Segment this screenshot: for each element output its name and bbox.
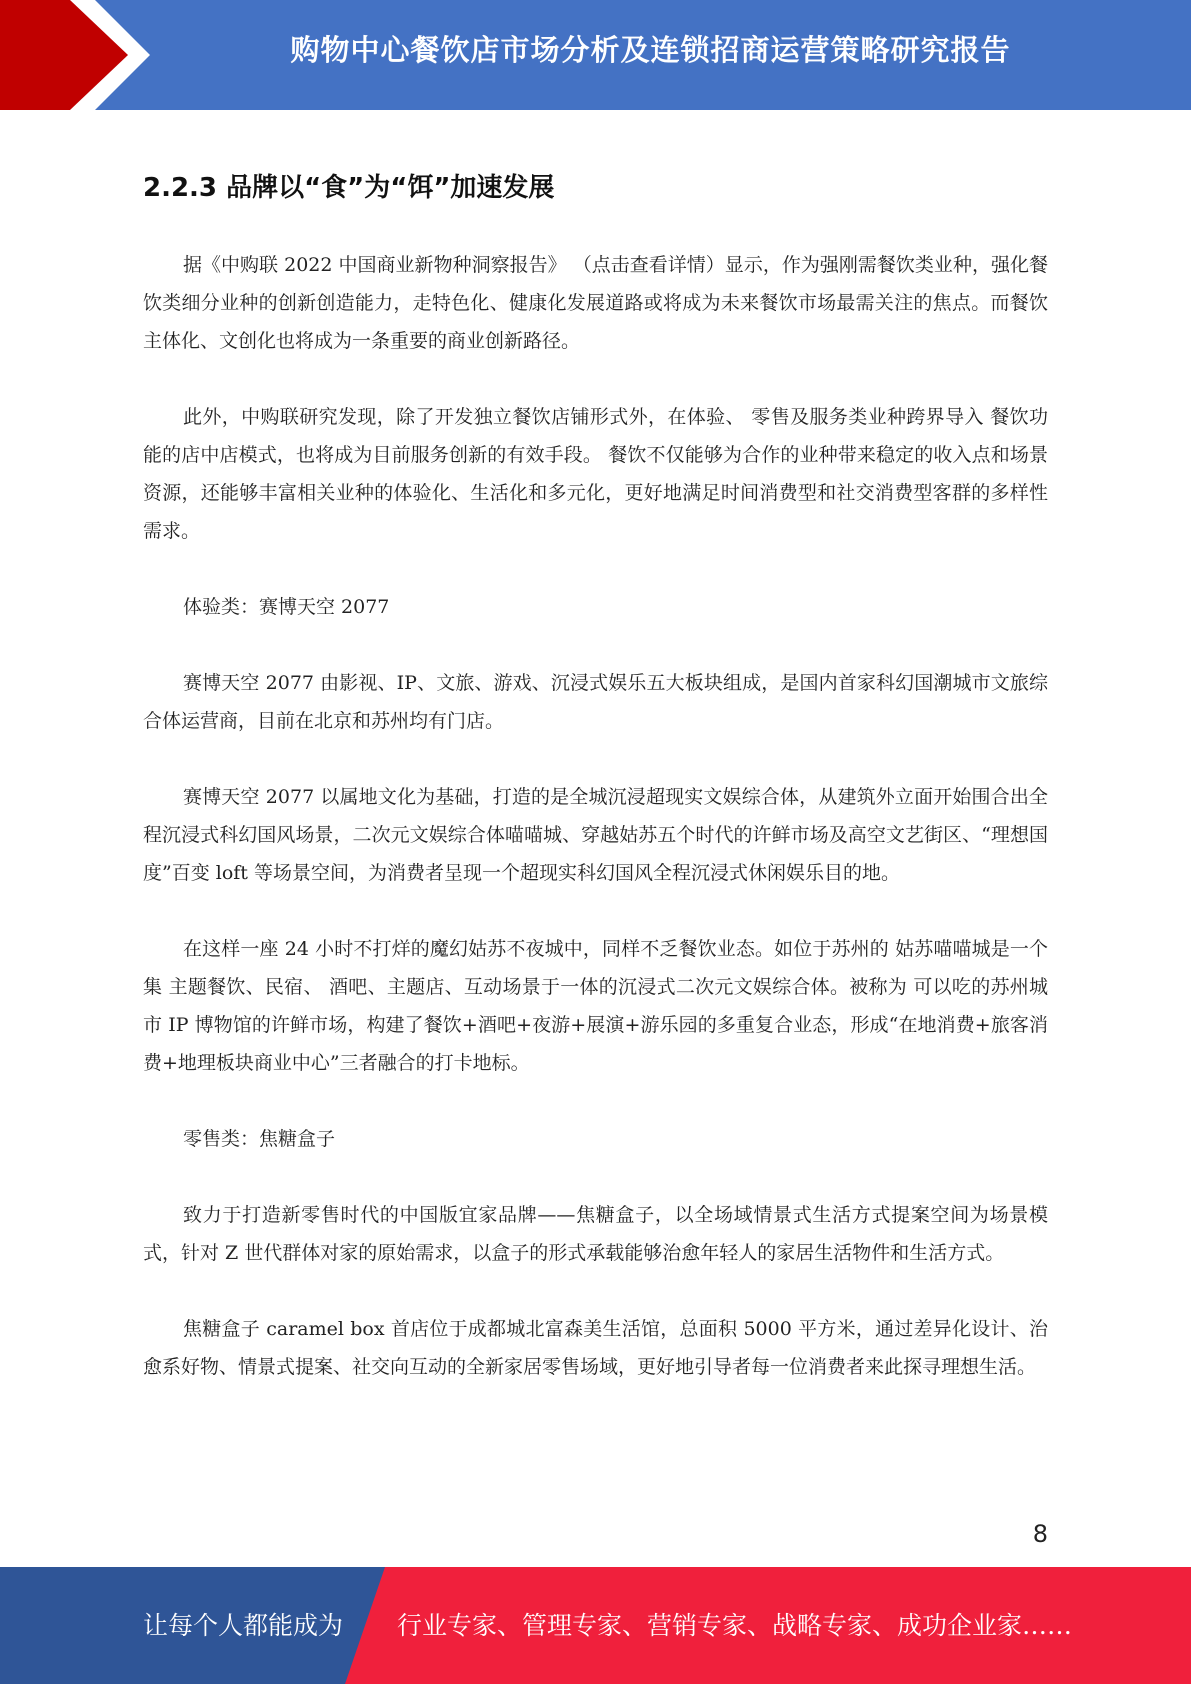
section-heading: 2.2.3 品牌以“食”为“饵”加速发展 bbox=[143, 173, 555, 203]
footer-slogan-right: 行业专家、管理专家、营销专家、战略专家、成功企业家…… bbox=[397, 1611, 1073, 1640]
header-arrow-decoration bbox=[0, 0, 160, 110]
paragraph-cyber-sky-intro: 赛博天空 2077 由影视、IP、文旅、游戏、沉浸式娱乐五大板块组成，是国内首家科幻国潮城市文旅综合体运营商，目前在北京和苏州均有门店。 bbox=[143, 672, 1048, 732]
report-title: 购物中心餐饮店市场分析及连锁招商运营策略研究报告 bbox=[290, 33, 1011, 67]
page-footer bbox=[0, 1567, 1191, 1684]
paragraph-cyber-sky-detail: 赛博天空 2077 以属地文化为基础，打造的是全城沉浸超现实文娱综合体，从建筑外立面开始围合出全程沉浸式科幻国风场景，二次元文娱综合体喵喵城、穿越姑苏五个时代的许鲜市场及高空文艺街区、“理想国度”百变 loft 等场景空间，为消费者呈现一个超现实科幻国风全程沉浸式休闲娱乐目的地。 bbox=[143, 786, 1048, 884]
paragraph-caramel-box-intro: 致力于打造新零售时代的中国版宜家品牌——焦糖盒子，以全场域情景式生活方式提案空间为场景模式，针对 Z 世代群体对家的原始需求，以盒子的形式承载能够治愈年轻人的家居生活物件和生活方式。 bbox=[143, 1204, 1048, 1264]
paragraph-retail-category: 零售类：焦糖盒子 bbox=[183, 1128, 336, 1150]
paragraph-caramel-box-store: 焦糖盒子 caramel box 首店位于成都城北富森美生活馆，总面积 5000 平方米，通过差异化设计、治愈系好物、情景式提案、社交向互动的全新家居零售场域，更好地引导者每一位消费者来此探寻理想生活。 bbox=[143, 1318, 1048, 1378]
paragraph-intro: 据《中购联 2022 中国商业新物种洞察报告》 （点击查看详情）显示，作为强刚需餐饮类业种，强化餐饮类细分业种的创新创造能力，走特色化、健康化发展道路或将成为未来餐饮市场最需关注的焦点。而餐饮主体化、文创化也将成为一条重要的商业创新路径。 bbox=[143, 254, 1048, 352]
page-header bbox=[0, 0, 1191, 110]
page-number: 8 bbox=[1032, 1520, 1048, 1548]
paragraph-experience-category: 体验类：赛博天空 2077 bbox=[183, 596, 390, 618]
paragraph-suzhou-dining: 在这样一座 24 小时不打烊的魔幻姑苏不夜城中，同样不乏餐饮业态。如位于苏州的 姑苏喵喵城是一个集 主题餐饮、民宿、 酒吧、主题店、互动场景于一体的沉浸式二次元文娱综合体。被称为 可以吃的苏州城市 IP 博物馆的许鲜市场，构建了餐饮+酒吧+夜游+展演+游乐园的多重复合业态，形成“在地消费+旅客消费+地理板块商业中心”三者融合的打卡地标。 bbox=[143, 938, 1048, 1074]
page-content bbox=[143, 168, 1048, 1424]
paragraph-research: 此外，中购联研究发现，除了开发独立餐饮店铺形式外，在体验、 零售及服务类业种跨界导入 餐饮功能的店中店模式，也将成为目前服务创新的有效手段。 餐饮不仅能够为合作的业种带来稳定的收入点和场景资源，还能够丰富相关业种的体验化、生活化和多元化，更好地满足时间消费型和社交消费型客群的多样性需求。 bbox=[143, 406, 1048, 542]
footer-slogan-left: 让每个人都能成为 bbox=[143, 1611, 344, 1640]
